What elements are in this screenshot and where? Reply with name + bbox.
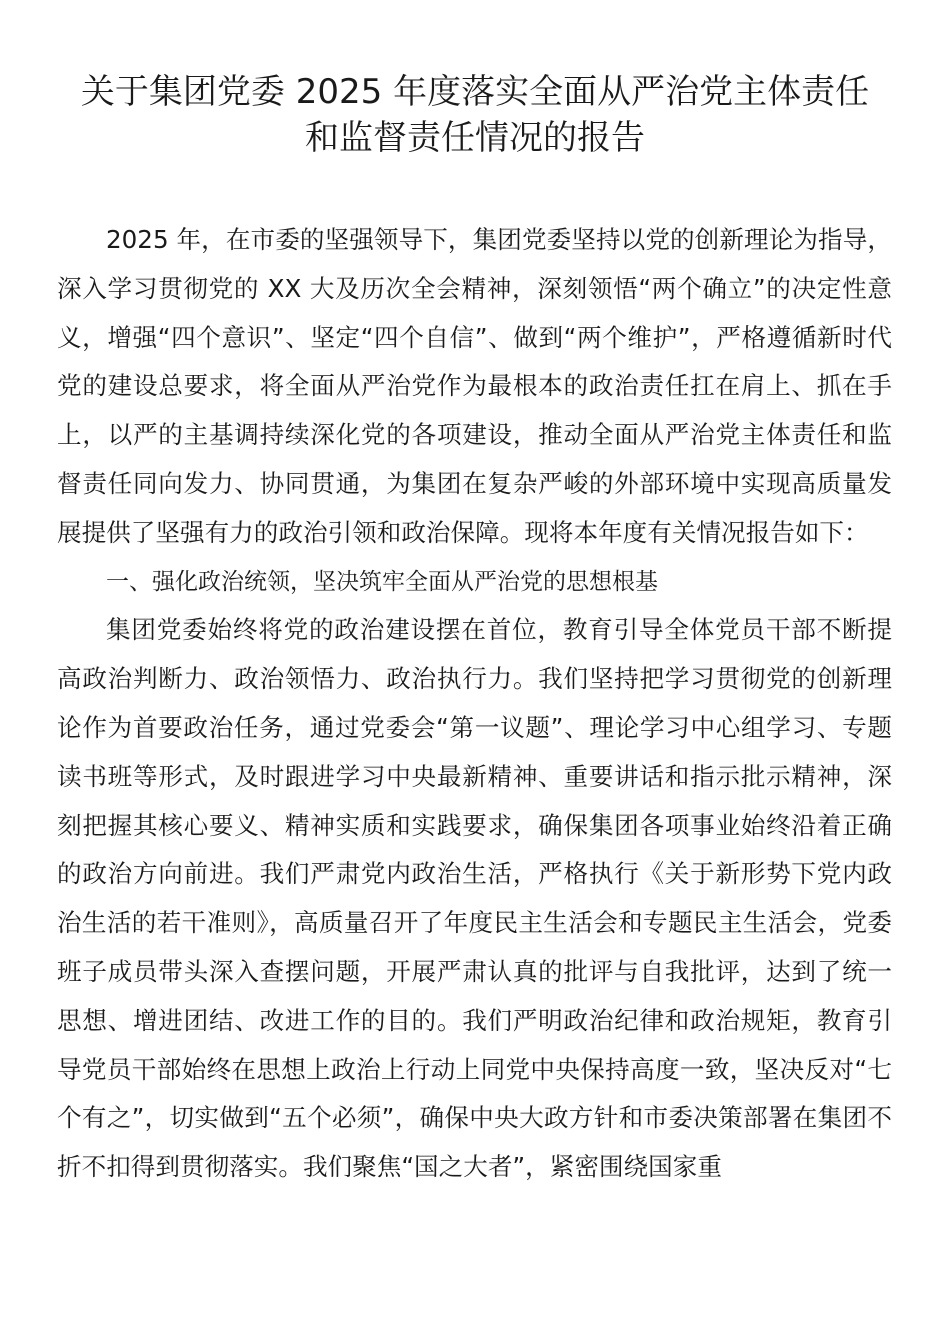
section-1-heading: 一、强化政治统领，坚决筑牢全面从严治党的思想根基 (106, 568, 658, 595)
intro-paragraph: 2025 年，在市委的坚强领导下，集团党委坚持以党的创新理论为指导，深入学习贯彻党的 XX 大及历次全会精神，深刻领悟“两个确立”的决定性意义，增强“四个意识”、坚定“四个自信”、做到“两个维护”，严格遵循新时代党的建设总要求，将全面从严治党作为最根本的政治责任扛在肩上、抓在手上，以严的主基调持续深化党的各项建设，推动全面从严治党主体责任和监督责任同向发力、协同贯通，为集团在复杂严峻的外部环境中实现高质量发展提供了坚强有力的政治引领和政治保障。现将本年度有关情况报告如下： (57, 225, 892, 547)
document-title-line-2: 和监督责任情况的报告 (305, 118, 645, 158)
document-title-line-1: 关于集团党委 2025 年度落实全面从严治党主体责任 (80, 72, 870, 112)
document-body (57, 216, 892, 1192)
section-1-paragraph: 集团党委始终将党的政治建设摆在首位，教育引导全体党员干部不断提高政治判断力、政治领悟力、政治执行力。我们坚持把学习贯彻党的创新理论作为首要政治任务，通过党委会“第一议题”、理论学习中心组学习、专题读书班等形式，及时跟进学习中央最新精神、重要讲话和指示批示精神，深刻把握其核心要义、精神实质和实践要求，确保集团各项事业始终沿着正确的政治方向前进。我们严肃党内政治生活，严格执行《关于新形势下党内政治生活的若干准则》，高质量召开了年度民主生活会和专题民主生活会，党委班子成员带头深入查摆问题，开展严肃认真的批评与自我批评，达到了统一思想、增进团结、改进工作的目的。我们严明政治纪律和政治规矩，教育引导党员干部始终在思想上政治上行动上同党中央保持高度一致，坚决反对“七个有之”，切实做到“五个必须”，确保中央大政方针和市委决策部署在集团不折不扣得到贯彻落实。我们聚焦“国之大者”，紧密围绕国家重 (57, 615, 892, 1182)
